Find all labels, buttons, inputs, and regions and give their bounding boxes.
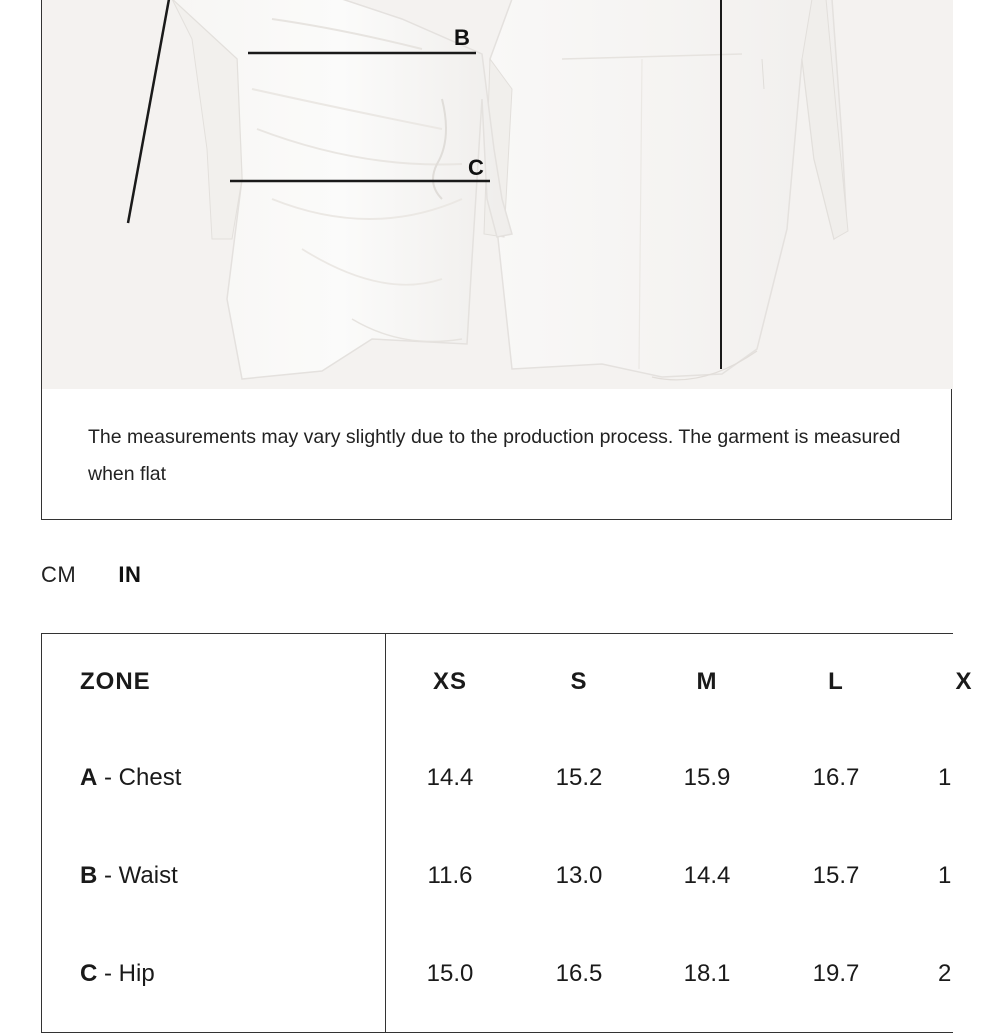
unit-in-option[interactable]: IN — [118, 562, 142, 587]
zone-name: Chest — [118, 764, 182, 791]
table-cell: 1 — [938, 764, 952, 791]
zone-letter: B — [80, 862, 98, 889]
zone-separator: - — [97, 960, 119, 987]
size-header-l: L — [828, 668, 844, 695]
size-header-s: S — [570, 668, 588, 695]
table-cell: 15.9 — [683, 764, 731, 791]
table-cell: 14.4 — [426, 764, 474, 791]
table-cell: 18.1 — [683, 960, 731, 987]
size-header-m: M — [696, 668, 718, 695]
table-cell: 14.4 — [683, 862, 731, 889]
measurement-label-c: C — [468, 155, 484, 180]
zone-separator: - — [97, 764, 119, 791]
size-table — [41, 633, 973, 1033]
table-cell: 15.2 — [555, 764, 603, 791]
table-cell: 15.0 — [426, 960, 474, 987]
table-row-label — [80, 960, 155, 988]
column-divider — [385, 634, 386, 1032]
zone-letter: A — [80, 764, 98, 791]
zone-separator: - — [97, 862, 119, 889]
measurement-guide-card — [41, 0, 952, 520]
table-cell: 1 — [938, 862, 952, 889]
table-cell: 11.6 — [427, 862, 473, 889]
garment-illustration — [42, 0, 953, 389]
table-cell: 19.7 — [812, 960, 860, 987]
zone-name: Waist — [118, 862, 178, 889]
table-cell: 16.7 — [812, 764, 860, 791]
size-header-xl: X — [955, 668, 973, 695]
table-row-label — [80, 862, 178, 890]
table-cell: 2 — [938, 960, 952, 987]
zone-name: Hip — [118, 960, 155, 987]
unit-toggle — [41, 562, 177, 588]
zone-letter: C — [80, 960, 98, 987]
table-cell: 16.5 — [555, 960, 603, 987]
measurement-note: The measurements may vary slightly due to the production process. The garment is measured when flat — [88, 426, 901, 485]
zone-header: ZONE — [80, 668, 151, 695]
measurement-label-b: B — [454, 25, 470, 50]
table-row-label — [80, 764, 181, 792]
table-cell: 13.0 — [555, 862, 603, 889]
table-cell: 15.7 — [812, 862, 860, 889]
unit-cm-option[interactable]: CM — [41, 562, 77, 587]
size-header-xs: XS — [432, 668, 468, 695]
